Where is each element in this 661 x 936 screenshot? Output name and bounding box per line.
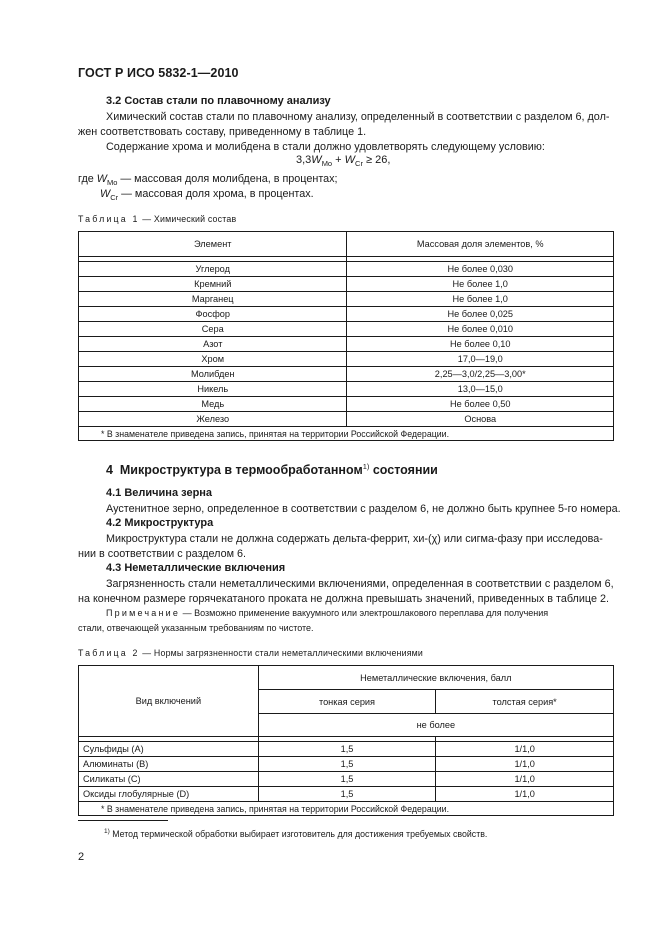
section-4-2-line2: нии в соответствии с разделом 6. [78, 548, 247, 560]
table-1-value-cell: 17,0—19,0 [347, 352, 614, 367]
table-1-element-cell: Марганец [79, 292, 347, 307]
table-1-element-cell: Молибден [79, 367, 347, 382]
table-1-value-cell: Не более 0,10 [347, 337, 614, 352]
section-4-3-line2: на конечном размере горячекатаного проката не должна превышать значений, приведенных в таблице 2. [78, 593, 609, 605]
table-1-element-cell: Углерод [79, 262, 347, 277]
table-2-footnote-row [79, 802, 614, 816]
table-1-value-cell: Не более 1,0 [347, 292, 614, 307]
section-4-heading-tail: состоянии [369, 463, 438, 478]
table-1-value-cell: Не более 0,030 [347, 262, 614, 277]
section-4-3-heading: 4.3 Неметаллические включения [106, 562, 286, 574]
table-1-element-cell: Кремний [79, 277, 347, 292]
table-1-header-fraction: Массовая доля элементов, % [347, 232, 614, 257]
table-1-caption-label: Таблица 1 [78, 214, 140, 224]
table-2-thin-cell: 1,5 [258, 742, 436, 757]
section-4-heading [106, 462, 438, 477]
table-row [79, 352, 614, 367]
table-2-header-type: Вид включений [79, 666, 259, 737]
definition-w-cr-subscript: Cr [110, 193, 119, 203]
section-4-2-heading: 4.2 Микроструктура [106, 517, 214, 529]
table-row [79, 337, 614, 352]
table-row [79, 322, 614, 337]
table-row [79, 382, 614, 397]
note-label: Примечание [106, 608, 181, 618]
table-row [79, 367, 614, 382]
table-1-footnote-row [79, 427, 614, 441]
table-row [79, 397, 614, 412]
inclusions-norms-table [78, 665, 614, 816]
table-1-footnote: * В знаменателе приведена запись, принятая на территории Российской Федерации. [79, 427, 614, 441]
formula-w-mo-subscript: Mo [321, 159, 333, 169]
page-footnote-mark: 1) [104, 828, 110, 835]
section-4-heading-footnote-mark: 1) [362, 462, 370, 471]
table-2-footnote: * В знаменателе приведена запись, принятая на территории Российской Федерации. [79, 802, 614, 816]
table-2-caption-text: — Нормы загрязненности стали неметаллическими включениями [139, 648, 424, 658]
definition-w-mo-subscript: Mo [106, 178, 118, 188]
definition-w-cr-symbol: W [100, 188, 111, 200]
section-3-2-heading: 3.2 Состав стали по плавочному анализу [106, 95, 331, 107]
table-2-caption [78, 648, 423, 658]
section-4-heading-main: 4 Микроструктура в термообработанном [106, 463, 363, 478]
definition-w-mo-symbol: W [96, 173, 107, 185]
table-1-value-cell: Основа [347, 412, 614, 427]
table-1-header-row [79, 232, 614, 257]
document-code-header: ГОСТ Р ИСО 5832-1—2010 [78, 66, 239, 80]
table-row [79, 262, 614, 277]
definition-where-prefix: где [78, 173, 97, 185]
section-4-2-paragraph [78, 532, 614, 547]
formula-w-mo: W [311, 154, 322, 166]
table-2-thick-cell: 1/1,0 [436, 757, 614, 772]
section-4-note [78, 606, 614, 621]
table-2-header-limit: не более [258, 714, 613, 737]
table-1-element-cell: Железо [79, 412, 347, 427]
table-row [79, 307, 614, 322]
section-4-2-line1: Микроструктура стали не должна содержать дельта-феррит, хи-(χ) или сигма-фазу при исследова- [106, 533, 603, 545]
section-3-2-paragraph-2: Содержание хрома и молибдена в стали должно удовлетворять следующему условию: [106, 141, 545, 153]
table-row [79, 757, 614, 772]
definition-w-cr [100, 187, 314, 205]
table-row [79, 277, 614, 292]
section-4-1-text: Аустенитное зерно, определенное в соответствии с разделом 6, не должно быть крупнее 5-го номера. [106, 503, 621, 515]
formula-relation: ≥ 26, [362, 154, 391, 166]
table-2-thick-cell: 1/1,0 [436, 787, 614, 802]
page-footnote-text: Метод термической обработки выбирает изготовитель для достижения требуемых свойств. [109, 828, 488, 839]
table-2-type-cell: Алюминаты (В) [79, 757, 259, 772]
table-2-thick-cell: 1/1,0 [436, 742, 614, 757]
note-text-line1: — Возможно применение вакуумного или электрошлакового переплава для получения [180, 608, 549, 618]
definition-w-mo-text: — массовая доля молибдена, в процентах; [117, 173, 338, 185]
table-1-element-cell: Хром [79, 352, 347, 367]
table-row [79, 787, 614, 802]
table-1-caption-text: — Химический состав [139, 214, 237, 224]
table-2-header-thick: толстая серия* [436, 690, 614, 714]
table-2-header-thin: тонкая серия [258, 690, 436, 714]
chemical-composition-table [78, 231, 614, 441]
table-2-thin-cell: 1,5 [258, 787, 436, 802]
table-row [79, 292, 614, 307]
table-1-header-element: Элемент [79, 232, 347, 257]
table-row [79, 742, 614, 757]
table-2-thick-cell: 1/1,0 [436, 772, 614, 787]
table-1-value-cell: Не более 0,025 [347, 307, 614, 322]
table-2-header-row-1 [79, 666, 614, 690]
table-2-type-cell: Сульфиды (А) [79, 742, 259, 757]
formula-coefficient: 3,3 [296, 154, 312, 166]
table-1-element-cell: Никель [79, 382, 347, 397]
note-text-line2: стали, отвечающей указанным требованиям по чистоте. [78, 623, 314, 633]
table-1-value-cell: 2,25—3,0/2,25—3,00* [347, 367, 614, 382]
table-row [79, 412, 614, 427]
table-1-value-cell: 13,0—15,0 [347, 382, 614, 397]
formula-w-cr-subscript: Cr [355, 159, 363, 169]
table-1-value-cell: Не более 0,50 [347, 397, 614, 412]
table-1-element-cell: Фосфор [79, 307, 347, 322]
table-1-element-cell: Азот [79, 337, 347, 352]
section-3-2-p1-line1: Химический состав стали по плавочному анализу, определенный в соответствии с разделом 6, дол- [106, 111, 610, 123]
page-number: 2 [78, 851, 85, 863]
formula-plus: + [332, 154, 345, 166]
section-3-2-p1-line2: жен соответствовать составу, приведенному в таблице 1. [78, 126, 367, 138]
table-2-type-cell: Силикаты (С) [79, 772, 259, 787]
table-1-element-cell: Медь [79, 397, 347, 412]
table-1-value-cell: Не более 1,0 [347, 277, 614, 292]
table-2-thin-cell: 1,5 [258, 757, 436, 772]
table-2-type-cell: Оксиды глобулярные (D) [79, 787, 259, 802]
table-row [79, 772, 614, 787]
section-4-3-line1: Загрязненность стали неметаллическими включениями, определенная в соответствии с разделом 6, [106, 578, 614, 590]
table-2-thin-cell: 1,5 [258, 772, 436, 787]
section-3-2-paragraph-1 [78, 110, 614, 125]
definition-w-cr-text: — массовая доля хрома, в процентах. [118, 188, 314, 200]
table-2-header-group: Неметаллические включения, балл [258, 666, 613, 690]
table-1-caption [78, 214, 236, 224]
table-2-caption-label: Таблица 2 [78, 648, 140, 658]
section-4-3-paragraph [78, 577, 614, 592]
section-4-1-heading: 4.1 Величина зерна [106, 487, 213, 499]
table-1-element-cell: Сера [79, 322, 347, 337]
page-footnote [104, 828, 487, 839]
chromium-molybdenum-formula [296, 154, 390, 168]
table-1-value-cell: Не более 0,010 [347, 322, 614, 337]
formula-w-cr: W [344, 154, 356, 166]
footnote-divider [78, 820, 168, 821]
